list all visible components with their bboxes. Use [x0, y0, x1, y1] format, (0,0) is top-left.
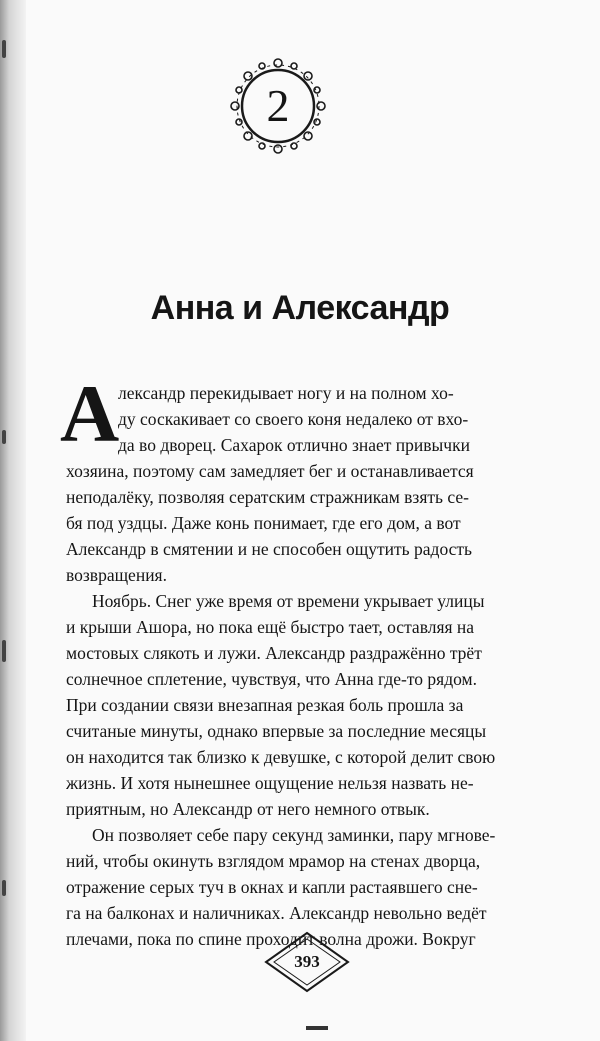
text-line: хозяина, поэтому сам замедляет бег и останавливается: [66, 461, 474, 481]
text-line: га на балконах и наличниках. Александр невольно ведёт: [66, 903, 487, 923]
edge-mark: [2, 430, 6, 444]
scan-mark: [306, 1026, 328, 1030]
text-line: солнечное сплетение, чувствуя, что Анна где-то рядом.: [66, 669, 477, 689]
text-line: Александр в смятении и не способен ощутить радость: [66, 539, 473, 559]
edge-mark: [2, 640, 6, 662]
text-line: неподалёку, позволяя сератским стражникам взять се-: [66, 487, 469, 507]
page-edge-shadow: [0, 0, 26, 1041]
text-line: отражение серых туч в окнах и капли растаявшего сне-: [66, 877, 478, 897]
text-line: Ноябрь. Снег уже время от времени укрывает улицы: [92, 591, 485, 611]
text-line: он находится так близко к девушке, с которой делит свою: [66, 747, 496, 767]
edge-mark: [2, 40, 6, 58]
text-line: возвращения.: [66, 565, 167, 585]
edge-mark: [2, 880, 6, 896]
text-line: Он позволяет себе пару секунд заминки, пару мгнове-: [92, 825, 496, 845]
text-line: лександр перекидывает ногу и на полном хо-: [118, 383, 454, 403]
text-line: ний, чтобы окинуть взглядом мрамор на стенах дворца,: [66, 851, 481, 871]
text-line: бя под уздцы. Даже конь понимает, где его дом, а вот: [66, 513, 461, 533]
text-line: приятным, но Александр от него немного отвык.: [66, 799, 430, 819]
chapter-title: Анна и Александр: [150, 289, 450, 327]
text-line: считаные минуты, однако впервые за последние месяцы: [66, 721, 487, 741]
text-line: да во дворец. Сахарок отлично знает привычки: [118, 435, 470, 455]
text-line: жизнь. И хотя нынешнее ощущение нельзя назвать не-: [66, 773, 474, 793]
text-line: При создании связи внезапная резкая боль прошла за: [66, 695, 464, 715]
chapter-number: 2: [266, 80, 290, 131]
text-line: и крыши Ашора, но пока ещё быстро тает, оставляя на: [66, 617, 475, 637]
text-line: плечами, пока по спине проходит волна дрожи. Вокруг: [66, 929, 476, 949]
page-number: 393: [294, 952, 320, 971]
drop-cap: А: [60, 368, 120, 459]
text-line: мостовых слякоть и лужи. Александр раздражённо трёт: [66, 643, 482, 663]
text-line: ду соскакивает со своего коня недалеко от вхо-: [118, 409, 469, 429]
